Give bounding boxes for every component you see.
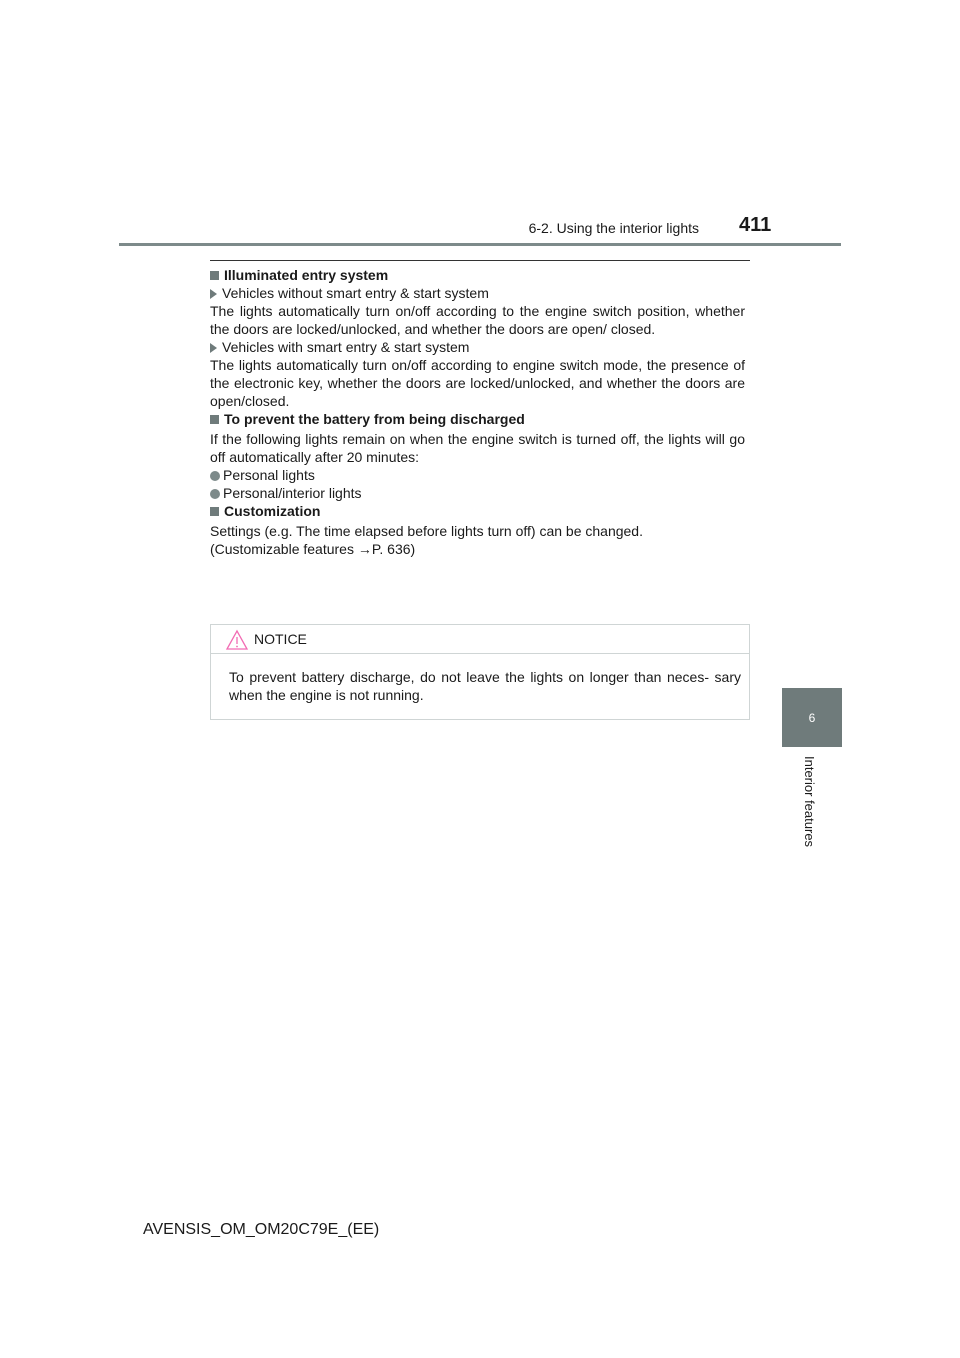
subheading-without-smart-entry xyxy=(210,284,745,302)
subheading-with-smart-entry xyxy=(210,338,745,356)
section-rule xyxy=(210,260,750,261)
notice-text: To prevent battery discharge, do not leave the lights on longer than neces- sary when the engine is not running. xyxy=(229,669,741,703)
triangle-bullet-icon xyxy=(210,289,217,299)
subheading-without-smart-entry-text: Vehicles without smart entry & start system xyxy=(222,285,489,301)
heading-illuminated xyxy=(210,266,745,284)
square-bullet-icon xyxy=(210,507,219,516)
heading-battery xyxy=(210,410,745,428)
page-number: 411 xyxy=(739,214,772,236)
chapter-number: 6 xyxy=(808,710,816,725)
heading-customization xyxy=(210,502,745,520)
notice-title: NOTICE xyxy=(254,631,307,647)
list-item-text: Personal/interior lights xyxy=(223,485,362,501)
header-section-title: 6-2. Using the interior lights xyxy=(528,220,699,236)
notice-header xyxy=(211,625,749,654)
content xyxy=(210,266,745,558)
chapter-label: Interior features xyxy=(802,756,817,848)
heading-illuminated-text: Illuminated entry system xyxy=(224,267,389,283)
heading-customization-text: Customization xyxy=(224,503,321,519)
warning-icon xyxy=(225,629,249,651)
text-customization-1: Settings (e.g. The time elapsed before lights turn off) can be changed. xyxy=(210,523,643,539)
circle-bullet-icon xyxy=(210,489,220,499)
list-item-text: Personal lights xyxy=(223,467,315,483)
footer-doc-id: AVENSIS_OM_OM20C79E_(EE) xyxy=(143,1221,380,1238)
header-rule xyxy=(119,243,841,246)
text-battery: If the following lights remain on when the engine switch is turned off, the lights will go off automatically after 20 minutes: xyxy=(210,431,745,465)
square-bullet-icon xyxy=(210,271,219,280)
heading-battery-text: To prevent the battery from being discharged xyxy=(224,411,525,427)
chapter-tab[interactable] xyxy=(782,688,842,747)
list-item xyxy=(210,484,745,502)
text-customization-2[interactable]: (Customizable features →P. 636) xyxy=(210,541,416,557)
list-item xyxy=(210,466,745,484)
notice-box xyxy=(210,624,750,720)
square-bullet-icon xyxy=(210,415,219,424)
text-with-smart-entry: The lights automatically turn on/off according to engine switch mode, the presence of the electronic key, whether the doors are locked/unlocked, and whether the doors are open/closed. xyxy=(210,357,745,409)
text-without-smart-entry: The lights automatically turn on/off according to the engine switch position, whether the doors are locked/unlocked, and whether the doors are open/ closed. xyxy=(210,303,745,337)
circle-bullet-icon xyxy=(210,471,220,481)
triangle-bullet-icon xyxy=(210,343,217,353)
subheading-with-smart-entry-text: Vehicles with smart entry & start system xyxy=(222,339,470,355)
